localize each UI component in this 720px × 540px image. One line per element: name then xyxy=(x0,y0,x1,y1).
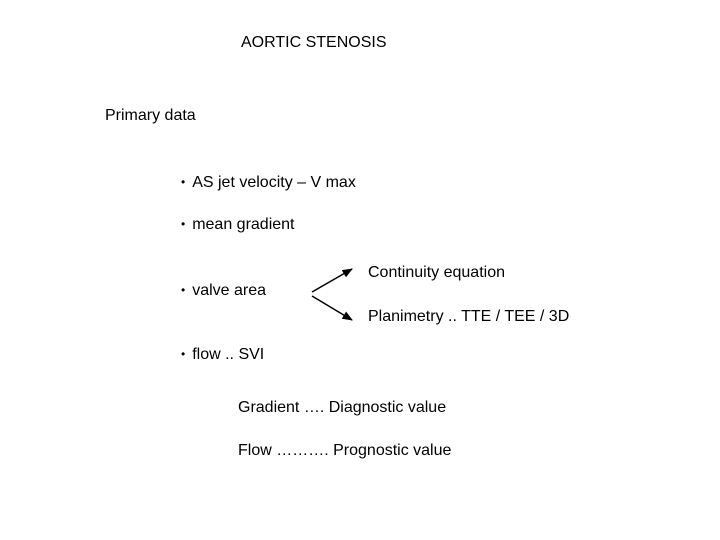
bullet-text: mean gradient xyxy=(192,216,295,233)
bullet-marker: • xyxy=(181,175,186,189)
arrow-to-continuity xyxy=(312,269,352,292)
method-planimetry: Planimetry .. TTE / TEE / 3D xyxy=(368,308,570,325)
arrow-to-planimetry xyxy=(312,296,352,320)
method-continuity-equation: Continuity equation xyxy=(368,264,505,281)
bullet-text: flow .. SVI xyxy=(192,346,265,363)
bullet-marker: • xyxy=(181,347,186,361)
bullet-text: valve area xyxy=(192,282,267,299)
note-flow: Flow ………. Prognostic value xyxy=(238,442,452,459)
bullet-marker: • xyxy=(181,217,186,231)
section-heading: Primary data xyxy=(105,107,196,124)
bullet-text: AS jet velocity – V max xyxy=(192,174,356,191)
bullet-marker: • xyxy=(181,283,186,297)
note-gradient: Gradient …. Diagnostic value xyxy=(238,399,447,416)
slide-title: AORTIC STENOSIS xyxy=(241,34,387,51)
